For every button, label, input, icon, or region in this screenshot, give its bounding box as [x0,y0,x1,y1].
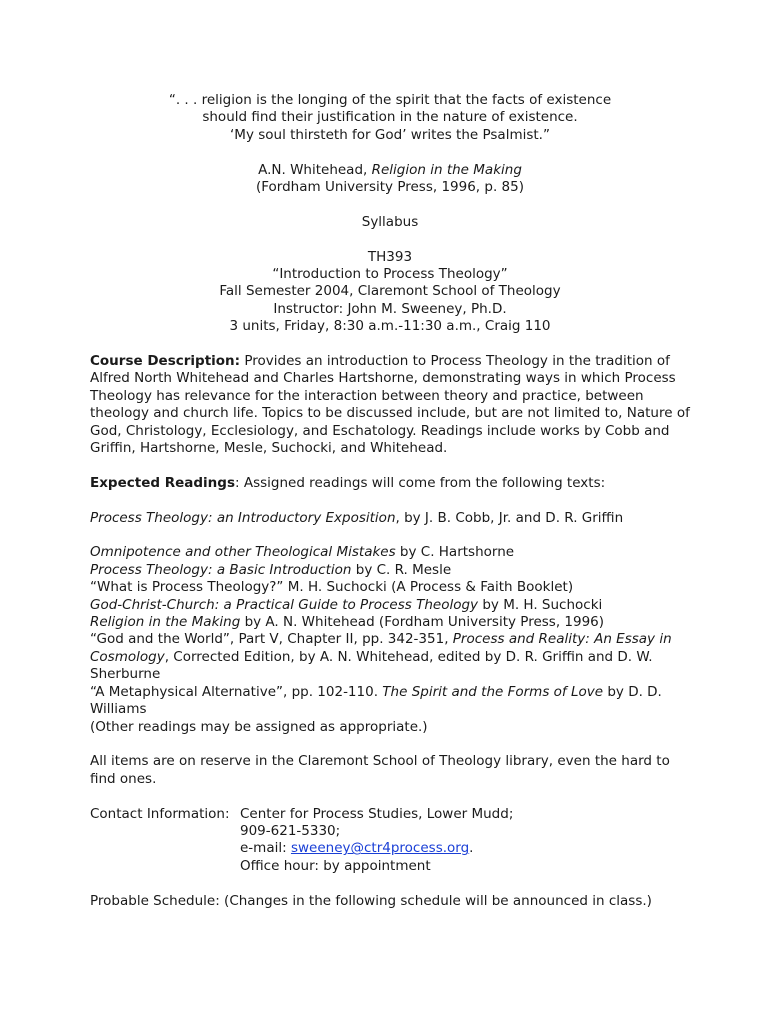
reading-item: “God and the World”, Part V, Chapter II, pp. 342-351, Process and Reality: An Essay in Cosmology, Corrected Edition, by A. N. Whitehead, edited by D. R. Griffin and D. W. Sherburne [90,631,672,683]
reading-item: “What is Process Theology?” M. H. Suchocki (A Process & Faith Booklet) [90,579,574,596]
epigraph-line-2: should find their justification in the nature of existence. [202,109,578,126]
course-description-label: Course Description: [90,353,241,370]
epigraph-line-1: “. . . religion is the longing of the spirit that the facts of existence [168,92,612,108]
readings-note: (Other readings may be assigned as appropriate.) [90,718,428,735]
epigraph-author: A.N. Whitehead, [258,161,372,178]
epigraph-attribution [90,162,690,179]
syllabus-heading: Syllabus [361,213,419,230]
reading-item: God-Christ-Church: a Practical Guide to Process Theology by M. H. Suchocki [90,596,603,613]
course-units: 3 units, Friday, 8:30 a.m.-11:30 a.m., Craig 110 [229,318,551,335]
reading-item: Process Theology: a Basic Introduction by C. R. Mesle [90,561,452,578]
contact-info [90,806,690,823]
readings-intro: Expected Readings: Assigned readings will come from the following texts: [90,474,606,491]
course-code: TH393 [367,248,413,265]
contact-phone: 909-621-5330; [240,822,341,839]
contact-office-hour: Office hour: by appointment [240,857,431,874]
reading-item: Process Theology: an Introductory Exposition, by J. B. Cobb, Jr. and D. R. Griffin [90,509,624,526]
reading-item: Religion in the Making by A. N. Whitehead (Fordham University Press, 1996) [90,614,605,631]
readings-label: Expected Readings [90,474,235,491]
course-description [90,353,690,457]
epigraph-publisher: (Fordham University Press, 1996, p. 85) [255,179,524,196]
email-link[interactable]: sweeney@ctr4process.org [290,840,470,857]
syllabus-page [90,92,690,910]
reserve-note: All items are on reserve in the Claremont School of Theology library, even the hard to find ones. [90,753,670,787]
contact-label: Contact Information: [90,805,230,822]
probable-schedule: Probable Schedule: (Changes in the following schedule will be announced in class.) [90,892,652,909]
course-semester: Fall Semester 2004, Claremont School of Theology [219,283,561,300]
reading-item: Omnipotence and other Theological Mistakes by C. Hartshorne [90,544,515,561]
epigraph-work: Religion in the Making [371,161,522,178]
course-instructor: Instructor: John M. Sweeney, Ph.D. [273,300,507,317]
contact-email-line: e-mail: sweeney@ctr4process.org. [240,840,474,857]
contact-address: Center for Process Studies, Lower Mudd; [240,805,514,822]
course-description-text: Provides an introduction to Process Theology in the tradition of Alfred North Whitehead and Charles Hartshorne, demonstrating ways in which Process Theology has relevance for the interaction between theory and practice, between theology and church life. Topics to be discussed include, but are not limited to, Nature of God, Christology, Ecclesiology, and Eschatology. Readings include works by Cobb and Griffin, Hartshorne, Mesle, Suchocki, and Whitehead. [90,353,690,457]
epigraph-line-3: ‘My soul thirsteth for God’ writes the Psalmist.” [230,126,550,143]
course-title: “Introduction to Process Theology” [272,266,508,283]
reading-item: “A Metaphysical Alternative”, pp. 102-110. The Spirit and the Forms of Love by D. D. Williams [90,683,662,718]
